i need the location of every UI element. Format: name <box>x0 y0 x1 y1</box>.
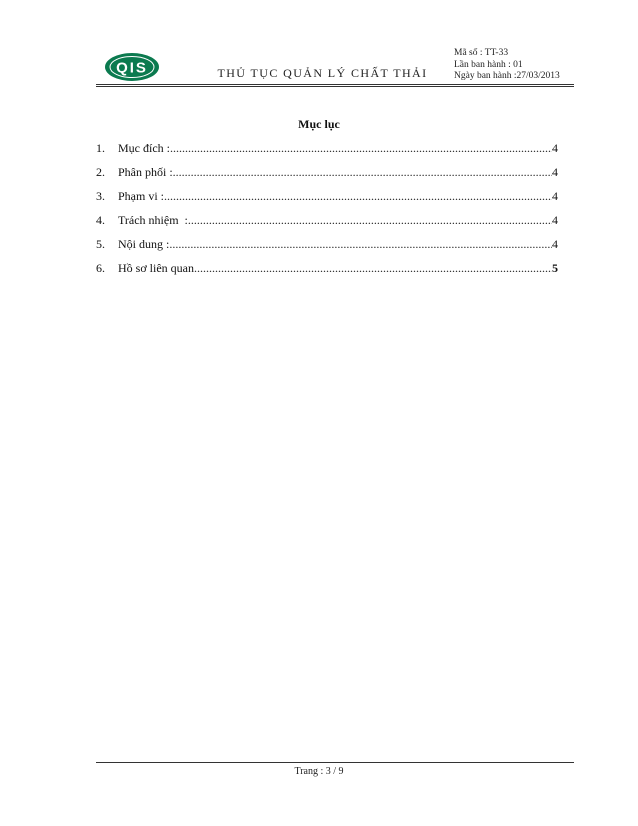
toc-page-number: 4 <box>552 165 558 179</box>
toc-heading: Mục lục <box>298 117 340 131</box>
header-rule-2 <box>96 86 574 87</box>
page-indicator: Trang : 3 / 9 <box>294 766 344 777</box>
toc-item-pham-vi[interactable] <box>96 189 558 213</box>
toc-leader-dots <box>164 189 552 204</box>
toc-page-number: 4 <box>552 237 558 251</box>
toc-label: Phạm vi : <box>118 189 165 203</box>
toc-label: Phân phối : <box>118 165 173 179</box>
toc-item-ho-so-lien-quan[interactable] <box>96 261 558 285</box>
toc-page-number: 5 <box>552 261 558 275</box>
toc-page-number: 4 <box>552 213 558 227</box>
toc-number: 5. <box>96 237 105 251</box>
footer-rule <box>96 762 574 763</box>
toc-item-phan-phoi[interactable] <box>96 165 558 189</box>
qis-logo <box>104 52 160 82</box>
document-title: THỦ TỤC QUẢN LÝ CHẤT THẢI <box>217 66 428 80</box>
toc-leader-dots <box>188 213 552 228</box>
toc-leader-dots <box>170 141 552 156</box>
document-meta <box>454 48 560 83</box>
toc-number: 4. <box>96 213 105 227</box>
toc-item-muc-dich[interactable] <box>96 141 558 165</box>
toc-label: Hồ sơ liên quan <box>118 261 195 275</box>
toc-page-number: 4 <box>552 141 558 155</box>
toc-leader-dots <box>194 261 552 276</box>
document-code: Mã số : TT-33 <box>454 48 509 58</box>
toc-number: 1. <box>96 141 105 155</box>
svg-text:QIS: QIS <box>116 59 148 77</box>
toc-number: 2. <box>96 165 105 179</box>
toc-number: 3. <box>96 189 105 203</box>
toc-item-trach-nhiem[interactable] <box>96 213 558 237</box>
toc-leader-dots <box>173 165 552 180</box>
toc-page-number: 4 <box>552 189 558 203</box>
toc-number: 6. <box>96 261 105 275</box>
issue-date: Ngày ban hành :27/03/2013 <box>454 71 560 81</box>
toc-leader-dots <box>169 237 552 252</box>
toc-label: Trách nhiệm : <box>118 213 188 227</box>
issue-number: Lần ban hành : 01 <box>454 59 523 70</box>
toc-item-noi-dung[interactable] <box>96 237 558 261</box>
toc-label: Mục đích : <box>118 141 170 155</box>
header-rule <box>96 84 574 85</box>
table-of-contents <box>96 141 558 285</box>
toc-label: Nội dung : <box>118 237 170 251</box>
